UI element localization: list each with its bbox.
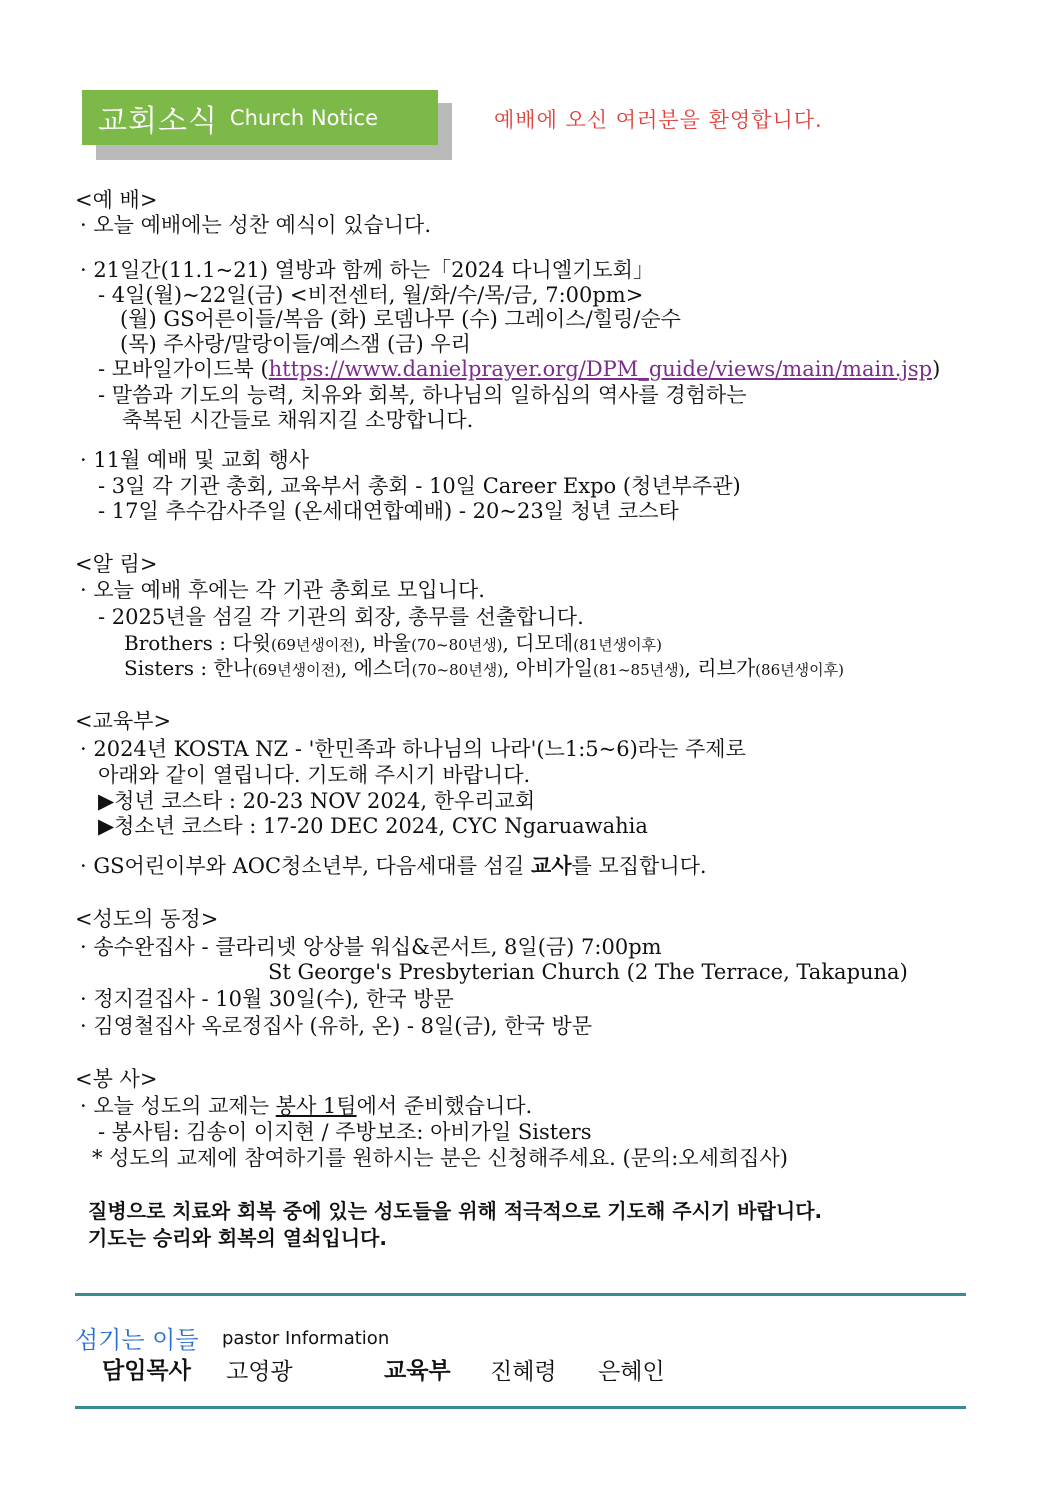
service-line: * 성도의 교제에 참여하기를 원하시는 분은 신청해주세요. (문의:오세희집사) bbox=[92, 1146, 788, 1170]
worship-line: (월) GS어른이들/복음 (화) 로뎀나무 (수) 그레이스/힐링/순수 bbox=[120, 307, 681, 331]
prayer-line: 질병으로 치료와 회복 중에 있는 성도들을 위해 적극적으로 기도해 주시기 바랍니다. bbox=[88, 1199, 823, 1223]
divider-top bbox=[75, 1293, 966, 1296]
service-heading: <봉 사> bbox=[75, 1067, 158, 1091]
notice-heading: <알 림> bbox=[75, 552, 158, 576]
staff-subtitle: pastor Information bbox=[222, 1328, 390, 1349]
worship-line: 축복된 시간들로 채워지길 소망합니다. bbox=[122, 408, 474, 432]
group-name: 다윗 bbox=[232, 631, 271, 655]
divider-bottom bbox=[75, 1406, 966, 1409]
service-line bbox=[80, 1093, 532, 1119]
guidebook-line bbox=[98, 356, 940, 382]
worship-line: - 17일 추수감사주일 (온세대연합예배) - 20~23일 청년 코스타 bbox=[98, 499, 679, 523]
worship-line: · 21일간(11.1~21) 열방과 함께 하는「2024 다니엘기도회」 bbox=[80, 258, 654, 282]
group-age: (70~80년생) bbox=[411, 661, 504, 679]
members-line: · 김영철집사 옥로정집사 (유하, 온) - 8일(금), 한국 방문 bbox=[80, 1014, 593, 1038]
group-age: (81~85년생) bbox=[593, 661, 685, 679]
group-name: , 리브가 bbox=[684, 656, 756, 680]
education-line: · 2024년 KOSTA NZ - '한민족과 하나님의 나라'(느1:5~6)라는 주제로 bbox=[80, 737, 746, 761]
recruit-teacher: 교사 bbox=[530, 854, 572, 878]
worship-line: - 3일 각 기관 총회, 교육부서 총회 - 10일 Career Expo (청년부주관) bbox=[98, 474, 741, 498]
education-line: ▶청소년 코스타 : 17-20 DEC 2024, CYC Ngaruawahia bbox=[98, 814, 648, 838]
education-role: 교육부 bbox=[384, 1358, 451, 1384]
members-line: · 정지걸집사 - 10월 30일(수), 한국 방문 bbox=[80, 987, 454, 1011]
banner-title-ko: 교회소식 bbox=[98, 103, 218, 139]
sisters-label: Sisters : bbox=[124, 656, 214, 680]
group-age: (70~80년생) bbox=[411, 636, 503, 654]
education-staff-name: 은혜인 bbox=[598, 1359, 665, 1385]
worship-line: · 11월 예배 및 교회 행사 bbox=[80, 448, 310, 472]
welcome-message: 예배에 오신 여러분을 환영합니다. bbox=[494, 108, 823, 132]
members-heading: <성도의 동정> bbox=[75, 907, 219, 931]
group-name: , 디모데 bbox=[502, 631, 574, 655]
recruit-prefix: · GS어린이부와 AOC청소년부, 다음세대를 섬길 bbox=[80, 854, 531, 878]
group-age: (81년생이후) bbox=[573, 636, 662, 654]
guidebook-suffix: ) bbox=[932, 357, 941, 381]
worship-heading: <예 배> bbox=[75, 188, 158, 212]
notice-line: · 오늘 예배 후에는 각 기관 총회로 모입니다. bbox=[80, 578, 485, 602]
worship-line: - 말씀과 기도의 능력, 치유와 회복, 하나님의 일하심의 역사를 경험하는 bbox=[98, 383, 747, 407]
education-heading: <교육부> bbox=[75, 709, 172, 733]
group-name: , 에스더 bbox=[340, 656, 412, 680]
pastor-role: 담임목사 bbox=[102, 1358, 191, 1384]
worship-line: · 오늘 예배에는 성찬 예식이 있습니다. bbox=[80, 213, 432, 237]
guidebook-link[interactable]: https://www.danielprayer.org/DPM_guide/views/main/main.jsp bbox=[268, 357, 933, 381]
group-name: , 아비가일 bbox=[503, 656, 594, 680]
education-line: 아래와 같이 열립니다. 기도해 주시기 바랍니다. bbox=[98, 763, 531, 787]
group-name: 한나 bbox=[213, 656, 253, 680]
members-line: St George's Presbyterian Church (2 The Terrace, Takapuna) bbox=[268, 960, 908, 984]
recruit-suffix: 를 모집합니다. bbox=[571, 854, 707, 878]
group-age: (86년생이후) bbox=[755, 661, 844, 679]
service-prefix: · 오늘 성도의 교제는 bbox=[80, 1094, 276, 1118]
members-line: · 송수완집사 - 클라리넷 앙상블 워십&콘서트, 8일(금) 7:00pm bbox=[80, 935, 662, 959]
teacher-recruit-line bbox=[80, 853, 707, 879]
group-age: (69년생이전) bbox=[270, 636, 360, 654]
banner-title-en: Church Notice bbox=[229, 105, 378, 130]
education-staff-name: 진혜령 bbox=[490, 1359, 557, 1385]
staff-title: 섬기는 이들 bbox=[75, 1326, 199, 1354]
brothers-line bbox=[124, 630, 662, 658]
pastor-name: 고영광 bbox=[226, 1359, 293, 1385]
group-age: (69년생이전) bbox=[252, 661, 341, 679]
prayer-line: 기도는 승리와 회복의 열쇠입니다. bbox=[88, 1226, 387, 1250]
church-notice-banner bbox=[82, 90, 438, 145]
service-line: - 봉사팀: 김송이 이지현 / 주방보조: 아비가일 Sisters bbox=[98, 1120, 592, 1144]
service-team: 봉사 1팀 bbox=[275, 1094, 357, 1118]
brothers-label: Brothers : bbox=[124, 631, 233, 655]
group-name: , 바울 bbox=[359, 631, 412, 655]
notice-line: - 2025년을 섬길 각 기관의 회장, 총무를 선출합니다. bbox=[98, 605, 584, 629]
worship-line: (목) 주사랑/말랑이들/예스잼 (금) 우리 bbox=[120, 332, 471, 356]
guidebook-prefix: - 모바일가이드북 ( bbox=[98, 357, 269, 381]
service-suffix: 에서 준비했습니다. bbox=[356, 1094, 533, 1118]
worship-line: - 4일(월)~22일(금) <비전센터, 월/화/수/목/금, 7:00pm> bbox=[98, 283, 644, 307]
education-line: ▶청년 코스타 : 20-23 NOV 2024, 한우리교회 bbox=[98, 789, 536, 813]
sisters-line bbox=[124, 655, 844, 683]
